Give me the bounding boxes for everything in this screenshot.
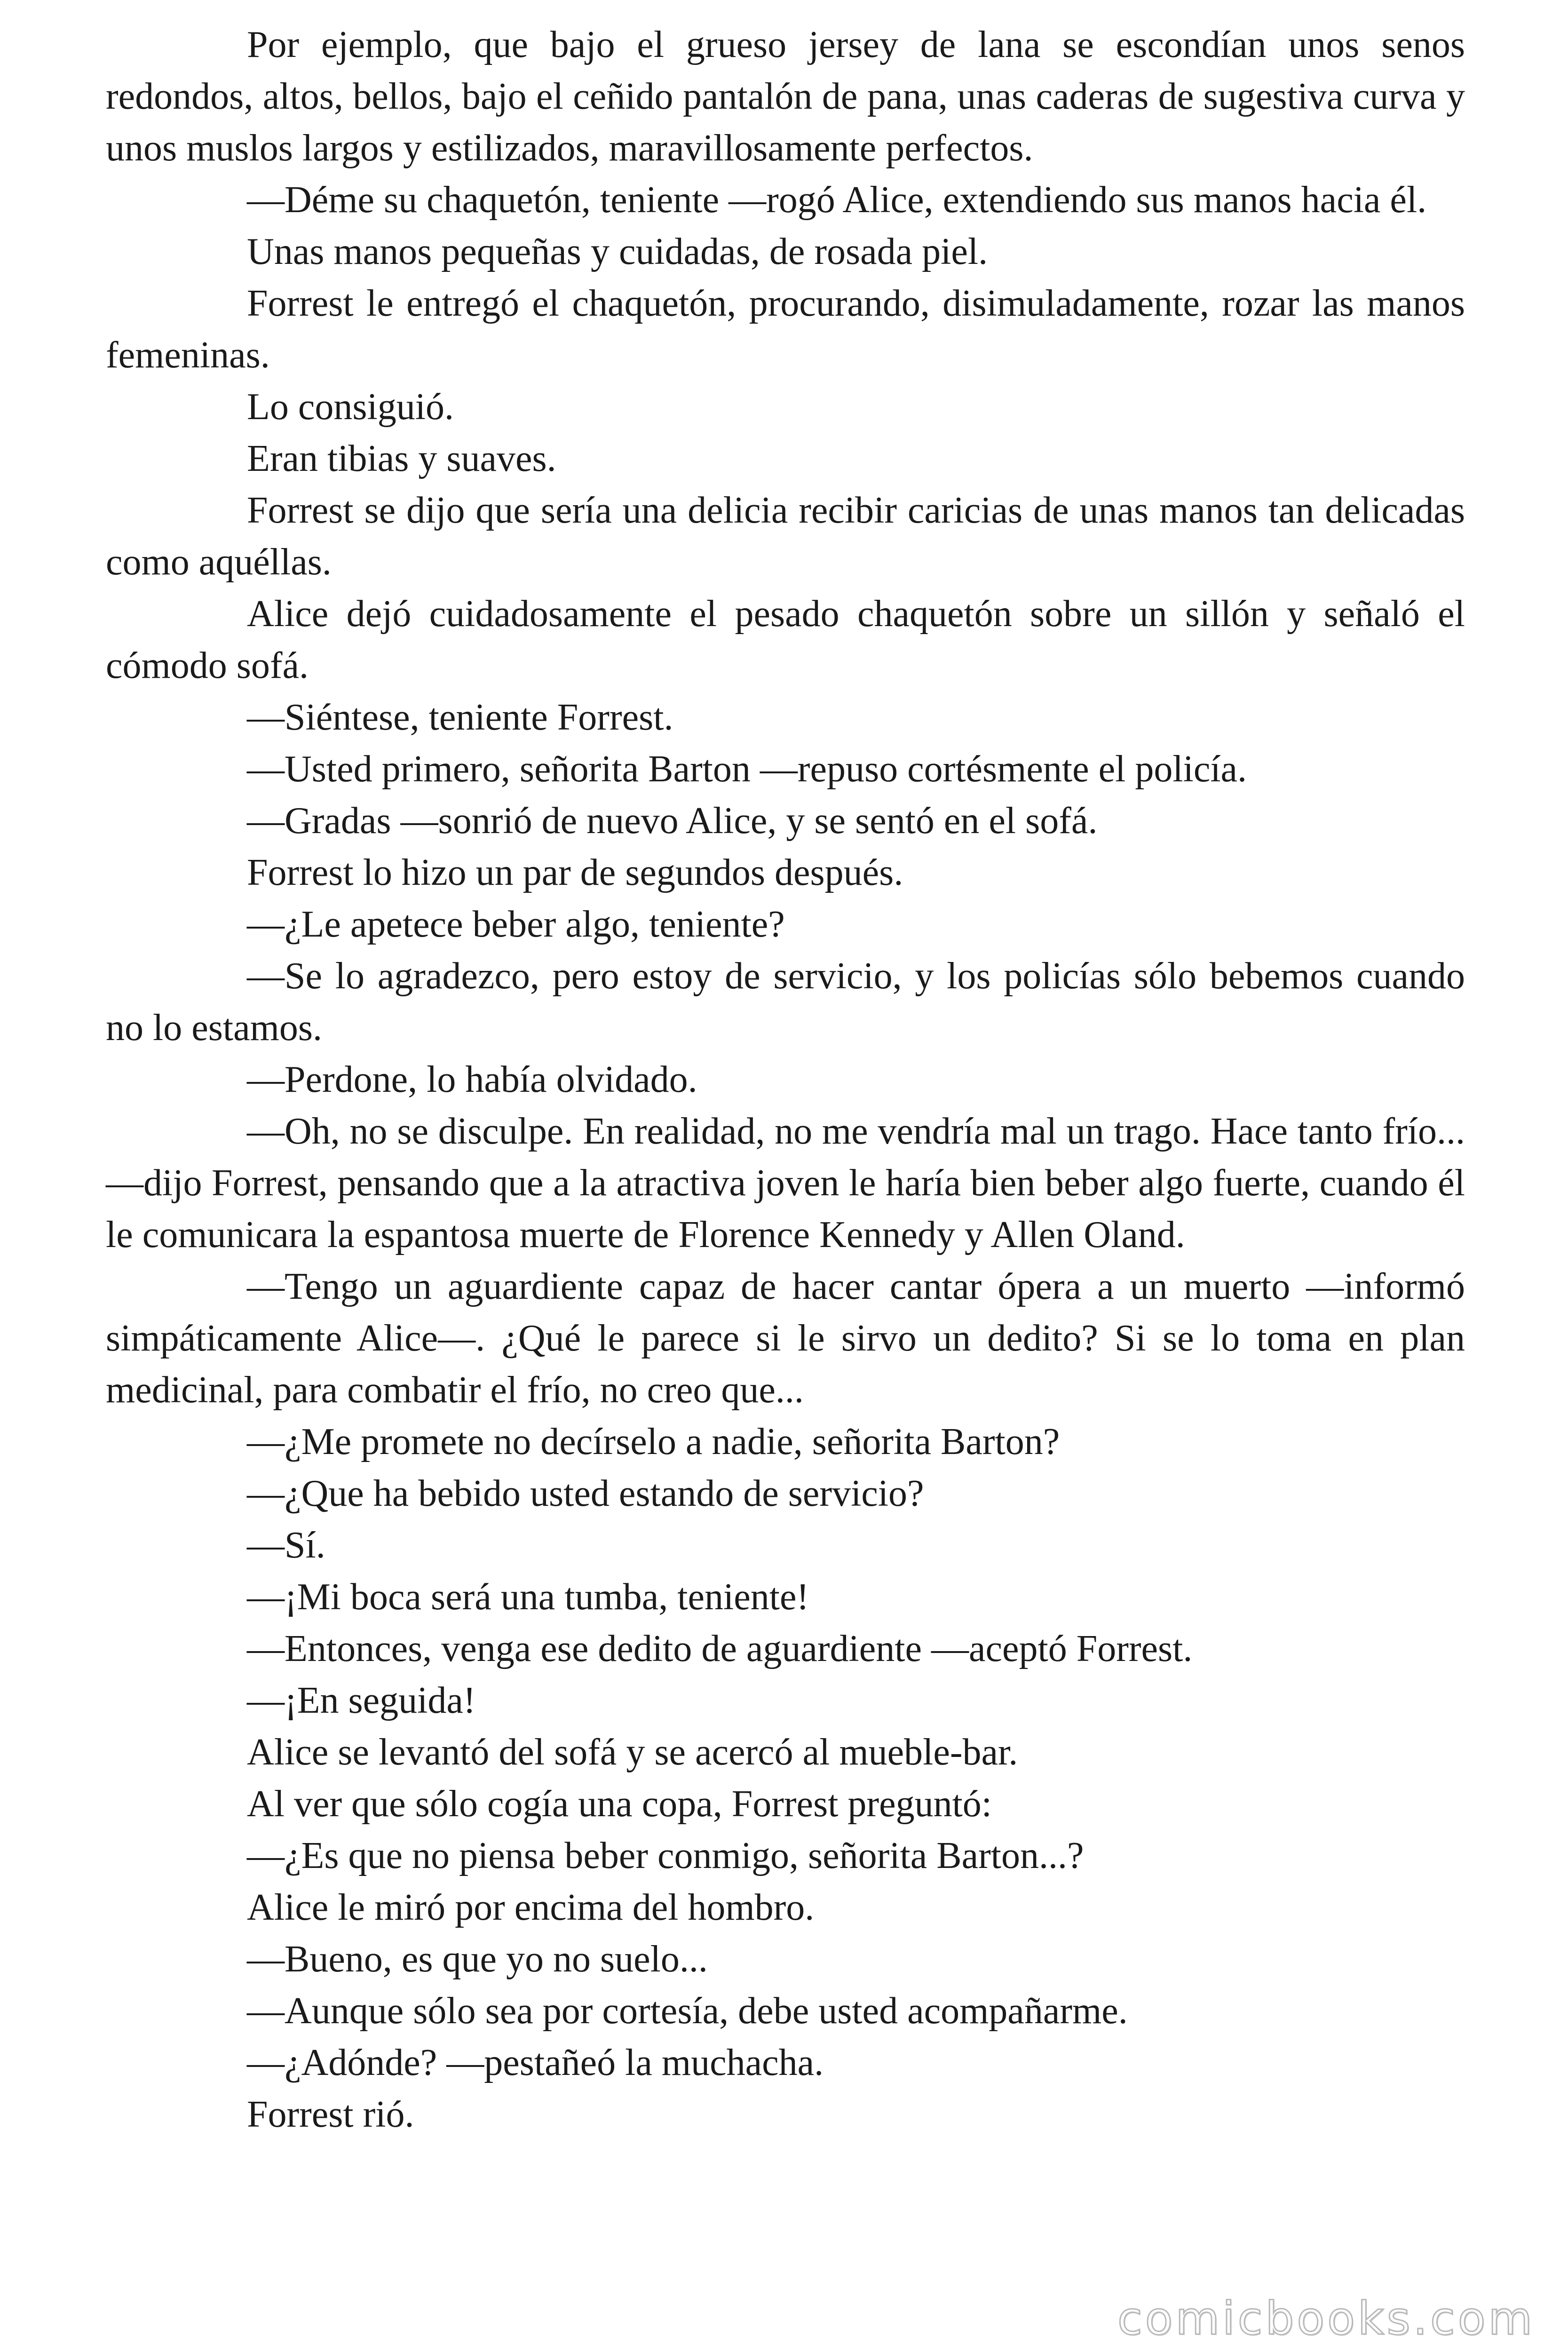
paragraph: —¡Mi boca será una tumba, teniente! [247,1576,809,1618]
paragraph: —Déme su chaquetón, teniente —rogó Alice, extendiendo sus manos hacia él. [247,179,1427,221]
paragraph: —Aunque sólo sea por cortesía, debe usted acompañarme. [247,1990,1128,2032]
paragraph: Forrest le entregó el chaquetón, procurando, disimuladamente, rozar las manos femeninas. [106,283,1465,376]
paragraph: —Entonces, venga ese dedito de aguardiente —aceptó Forrest. [247,1628,1193,1669]
paragraph: Eran tibias y suaves. [247,438,556,479]
paragraph: —Siéntese, teniente Forrest. [247,697,673,738]
paragraph: —Sí. [247,1525,325,1566]
paragraph: Alice le miró por encima del hombro. [247,1887,815,1928]
paragraph: —¿Que ha bebido usted estando de servicio? [247,1473,924,1514]
paragraph: Por ejemplo, que bajo el grueso jersey de lana se escondían unos senos redondos, altos, bellos, bajo el ceñido pantalón de pana, unas caderas de sugestiva curva y unos muslos largos y estilizados, maravillosamente perfectos. [106,24,1465,169]
paragraph: —Perdone, lo había olvidado. [247,1059,697,1100]
paragraph: —Bueno, es que yo no suelo... [247,1939,708,1980]
paragraph: Alice dejó cuidadosamente el pesado chaquetón sobre un sillón y señaló el cómodo sofá. [106,593,1465,686]
paragraph: —Se lo agradezco, pero estoy de servicio, y los policías sólo bebemos cuando no lo estamos. [106,955,1465,1049]
paragraph: —¡En seguida! [247,1680,476,1721]
paragraph: Alice se levantó del sofá y se acercó al mueble-bar. [247,1732,1018,1773]
paragraph: Lo consiguió. [247,386,454,428]
site-watermark: comicbooks.com [1117,2292,1535,2345]
paragraph: —Gradas —sonrió de nuevo Alice, y se sentó en el sofá. [247,800,1098,842]
paragraph: —¿Me promete no decírselo a nadie, señorita Barton? [247,1421,1060,1462]
paragraph: Unas manos pequeñas y cuidadas, de rosada piel. [247,231,988,272]
paragraph: —¿Le apetece beber algo, teniente? [247,904,785,945]
paragraph: Forrest rió. [247,2094,414,2135]
paragraph: Al ver que sólo cogía una copa, Forrest preguntó: [247,1783,992,1825]
page-text-body [106,19,1465,2140]
paragraph: —¿Adónde? —pestañeó la muchacha. [247,2042,824,2083]
paragraph: —Oh, no se disculpe. En realidad, no me vendría mal un trago. Hace tanto frío... —dijo Forrest, pensando que a la atractiva joven le haría bien beber algo fuerte, cuando él le comunicara la espantosa muerte de Florence Kennedy y Allen Oland. [106,1111,1465,1255]
paragraph: Forrest lo hizo un par de segundos después. [247,852,903,893]
paragraph: —Tengo un aguardiente capaz de hacer cantar ópera a un muerto —informó simpáticamente Alice—. ¿Qué le parece si le sirvo un dedito? Si se lo toma en plan medicinal, para combatir el frío, no creo que... [106,1266,1465,1411]
paragraph: Forrest se dijo que sería una delicia recibir caricias de unas manos tan delicadas como aquéllas. [106,490,1465,583]
paragraph: —¿Es que no piensa beber conmigo, señorita Barton...? [247,1835,1084,1876]
paragraph: —Usted primero, señorita Barton —repuso cortésmente el policía. [247,748,1247,790]
